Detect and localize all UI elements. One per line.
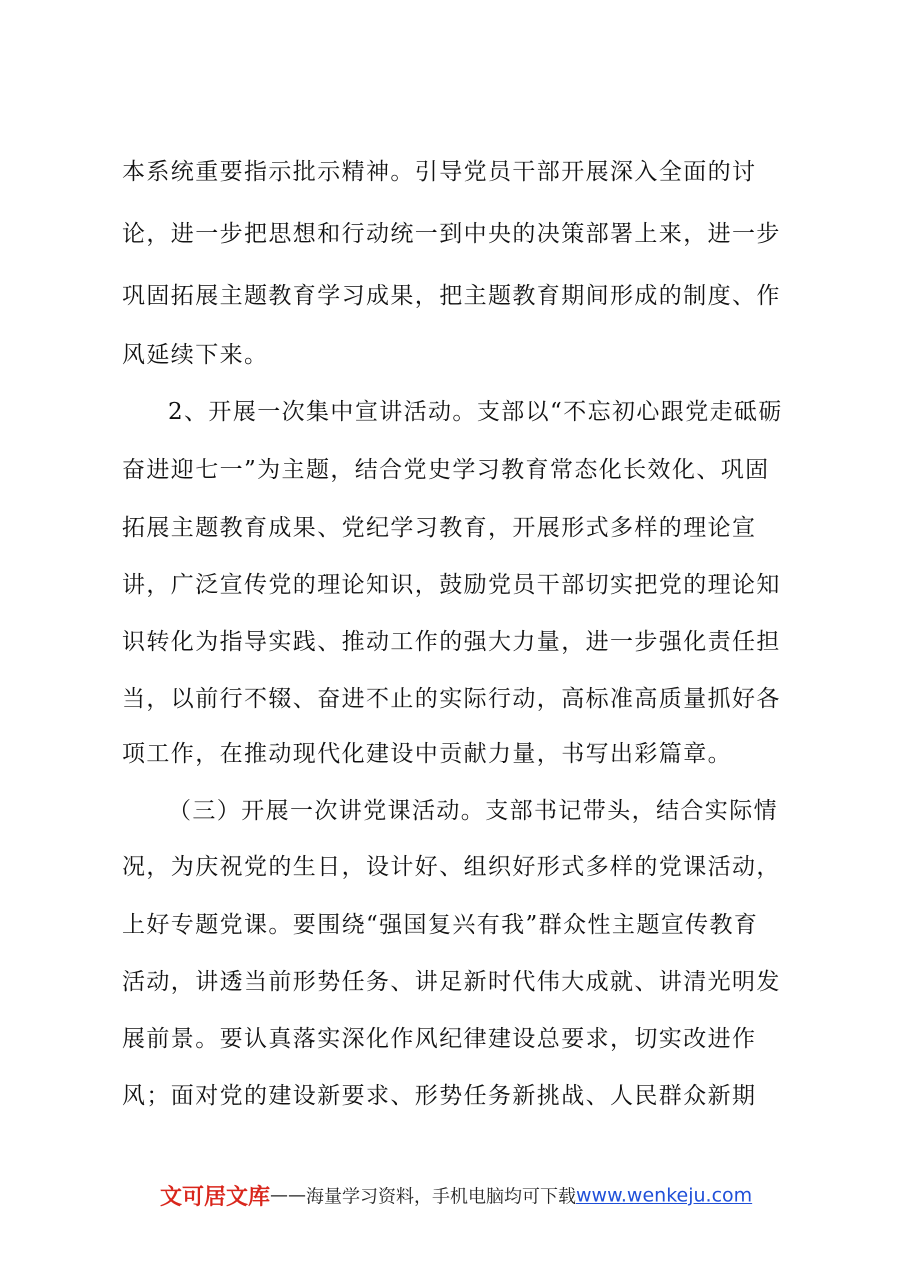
body-line-15: 活动，讲透当前形势任务、讲足新时代伟大成就、讲清光明发: [122, 969, 781, 995]
body-line-12: （三）开展一次讲党课活动。支部书记带头，结合实际情: [168, 798, 778, 824]
body-line-17: 风；面对党的建设新要求、形势任务新挑战、人民群众新期: [122, 1083, 757, 1109]
body-line-3: 巩固拓展主题教育学习成果，把主题教育期间形成的制度、作: [122, 283, 781, 309]
body-line-4: 风延续下来。: [122, 342, 269, 368]
footer-url-link[interactable]: www.wenkeju.com: [576, 1184, 753, 1207]
body-line-5: 2、开展一次集中宣讲活动。支部以“不忘初心跟党走砥砺: [168, 399, 783, 425]
footer-tagline: 海量学习资料，手机电脑均可下载: [306, 1186, 577, 1208]
body-line-16: 展前景。要认真落实深化作风纪律建设总要求，切实改进作: [122, 1026, 757, 1052]
body-line-14: 上好专题党课。要围绕“强国复兴有我”群众性主题宣传教育: [122, 912, 759, 938]
footer-banner: [160, 1180, 780, 1210]
body-line-8: 讲，广泛宣传党的理论知识，鼓励党员干部切实把党的理论知: [122, 572, 781, 598]
body-line-1: 本系统重要指示批示精神。引导党员干部开展深入全面的讨: [122, 159, 757, 185]
body-line-6: 奋进迎七一”为主题，结合党史学习教育常态化长效化、巩固: [122, 457, 770, 483]
body-line-10: 当，以前行不辍、奋进不止的实际行动，高标准高质量抓好各: [122, 686, 781, 712]
body-line-13: 况，为庆祝党的生日，设计好、组织好形式多样的党课活动，: [122, 854, 781, 880]
body-line-9: 识转化为指导实践、推动工作的强大力量，进一步强化责任担: [122, 629, 781, 655]
footer-dash: ——: [270, 1185, 307, 1206]
body-line-11: 项工作，在推动现代化建设中贡献力量，书写出彩篇章。: [122, 741, 732, 767]
body-line-2: 论，进一步把思想和行动统一到中央的决策部署上来，进一步: [122, 221, 781, 247]
footer-brand: 文可居文库: [160, 1185, 271, 1210]
body-line-7: 拓展主题教育成果、党纪学习教育，开展形式多样的理论宣: [122, 515, 757, 541]
